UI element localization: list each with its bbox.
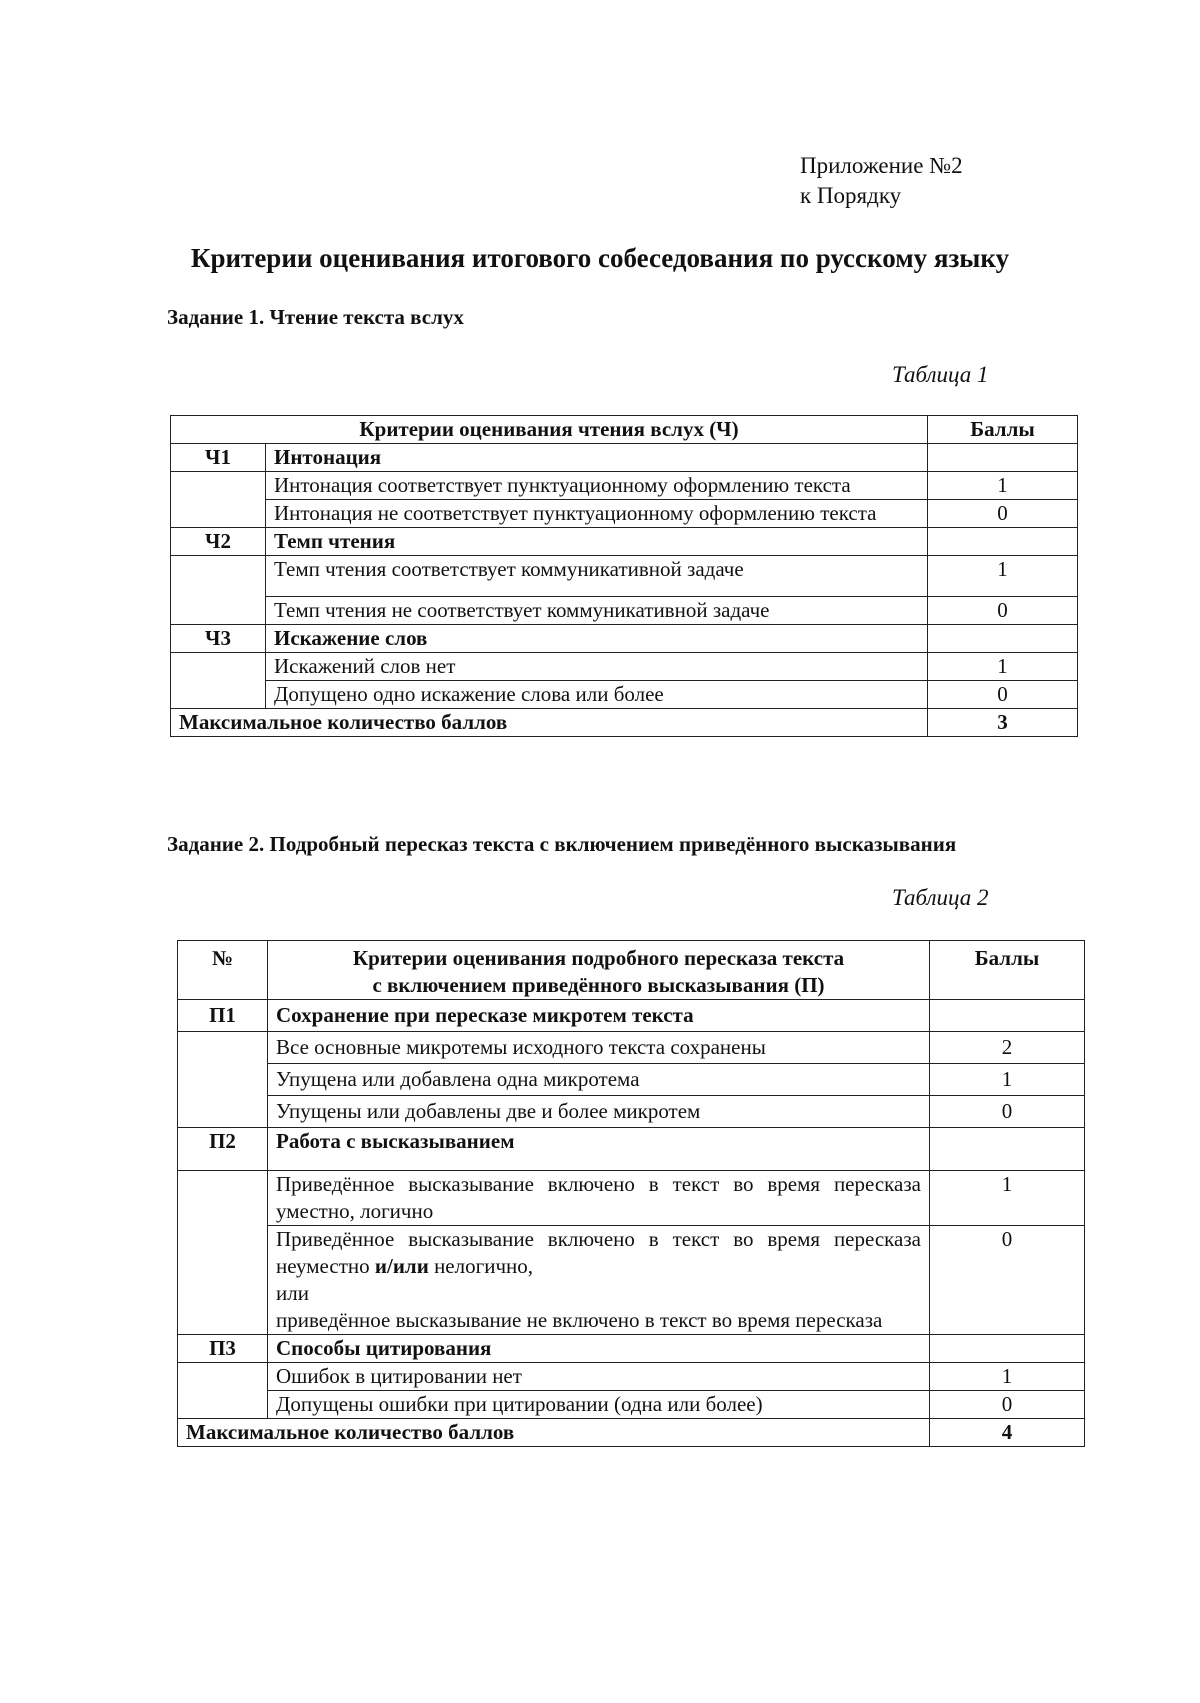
criterion-points: 2 <box>930 1032 1085 1064</box>
criterion-text: Ошибок в цитировании нет <box>268 1363 930 1391</box>
table-row <box>171 597 1078 625</box>
table1 <box>170 415 1078 737</box>
criterion-text: Все основные микротемы исходного текста сохранены <box>268 1032 930 1064</box>
table2-header-criteria <box>268 941 930 1000</box>
criterion-code: Ч2 <box>171 528 266 556</box>
criterion-text: Упущена или добавлена одна микротема <box>268 1064 930 1096</box>
criterion-points-empty <box>928 625 1078 653</box>
document-title: Критерии оценивания итогового собеседования по русскому языку <box>190 243 1010 273</box>
task2-number: Задание 2 <box>167 832 259 856</box>
max-points-label: Максимальное количество баллов <box>178 1419 930 1447</box>
criterion-points: 0 <box>928 500 1078 528</box>
criterion-text: Допущены ошибки при цитировании (одна или более) <box>268 1391 930 1419</box>
criterion-points-empty <box>928 444 1078 472</box>
criterion-text-emphasis: и/или <box>374 1254 429 1278</box>
criterion-code: Ч3 <box>171 625 266 653</box>
criterion-text: Темп чтения соответствует коммуникативной задаче <box>266 556 928 597</box>
criterion-code: П3 <box>178 1335 268 1363</box>
criterion-text: Приведённое высказывание включено в текст во время пересказа уместно, логично <box>268 1171 930 1226</box>
code-spacer <box>178 1363 268 1419</box>
table-row <box>171 500 1078 528</box>
table1-group-row <box>171 528 1078 556</box>
criterion-text: Упущены или добавлены две и более микротем <box>268 1096 930 1128</box>
criterion-points-empty <box>930 1335 1085 1363</box>
criterion-text-composite <box>268 1226 930 1335</box>
criterion-code: П1 <box>178 1000 268 1032</box>
criterion-text-part-d: приведённое высказывание не включено в текст во время пересказа <box>276 1308 883 1332</box>
criterion-name: Искажение слов <box>266 625 928 653</box>
criterion-text: Допущено одно искажение слова или более <box>266 681 928 709</box>
code-spacer <box>171 472 266 528</box>
task1-title: . Чтение текста вслух <box>258 305 464 329</box>
max-points-label: Максимальное количество баллов <box>171 709 928 737</box>
table1-group-row <box>171 444 1078 472</box>
appendix-number: Приложение №2 <box>800 153 963 178</box>
table-row <box>171 472 1078 500</box>
criterion-name: Темп чтения <box>266 528 928 556</box>
appendix-reference: к Порядку <box>800 183 902 208</box>
table-row <box>171 681 1078 709</box>
criterion-points: 0 <box>930 1096 1085 1128</box>
code-spacer <box>178 1171 268 1335</box>
criterion-text-part-a: Приведённое высказывание включено в текст во время пересказа неуместно <box>276 1227 921 1278</box>
criterion-points: 1 <box>928 556 1078 597</box>
criterion-name: Работа с высказыванием <box>268 1128 930 1171</box>
criterion-points: 0 <box>928 597 1078 625</box>
criterion-text-part-b: нелогично, <box>428 1254 534 1278</box>
criterion-text-part-c: или <box>276 1281 309 1305</box>
table1-header-points: Баллы <box>928 416 1078 444</box>
table-row <box>178 1096 1085 1128</box>
criterion-points: 1 <box>928 653 1078 681</box>
code-spacer <box>171 653 266 709</box>
criterion-text: Темп чтения не соответствует коммуникативной задаче <box>266 597 928 625</box>
table1-group-row <box>171 625 1078 653</box>
table-row <box>171 653 1078 681</box>
table2-label: Таблица 2 <box>892 885 989 910</box>
criterion-points-empty <box>928 528 1078 556</box>
table-row <box>178 1226 1085 1335</box>
table2-header-criteria-line2: с включением приведённого высказывания (П) <box>372 973 825 997</box>
criterion-text: Искажений слов нет <box>266 653 928 681</box>
table-row <box>171 556 1078 597</box>
appendix-note <box>800 151 963 211</box>
criterion-points: 1 <box>930 1363 1085 1391</box>
table-row <box>178 1363 1085 1391</box>
criterion-text: Интонация соответствует пунктуационному оформлению текста <box>266 472 928 500</box>
criterion-name: Способы цитирования <box>268 1335 930 1363</box>
table2-header-points: Баллы <box>930 941 1085 1000</box>
max-points-value: 4 <box>930 1419 1085 1447</box>
task1-heading <box>167 305 464 330</box>
table2 <box>177 940 1085 1447</box>
table2-group-row <box>178 1335 1085 1363</box>
task1-number: Задание 1 <box>167 305 259 329</box>
table1-header <box>171 416 1078 444</box>
criterion-points: 1 <box>928 472 1078 500</box>
table1-label: Таблица 1 <box>892 362 989 387</box>
table2-group-row <box>178 1000 1085 1032</box>
criterion-name: Интонация <box>266 444 928 472</box>
criterion-points-empty <box>930 1128 1085 1171</box>
code-spacer <box>171 556 266 625</box>
criterion-text: Интонация не соответствует пунктуационному оформлению текста <box>266 500 928 528</box>
task2-heading <box>167 832 956 857</box>
criterion-code: Ч1 <box>171 444 266 472</box>
criterion-points: 0 <box>930 1226 1085 1335</box>
criterion-points: 1 <box>930 1171 1085 1226</box>
criterion-points-empty <box>930 1000 1085 1032</box>
table-row <box>178 1032 1085 1064</box>
task2-title: . Подробный пересказ текста с включением приведённого высказывания <box>258 832 957 856</box>
max-points-value: 3 <box>928 709 1078 737</box>
table2-group-row <box>178 1128 1085 1171</box>
criterion-points: 0 <box>928 681 1078 709</box>
table1-header-criteria: Критерии оценивания чтения вслух (Ч) <box>171 416 928 444</box>
criterion-name: Сохранение при пересказе микротем текста <box>268 1000 930 1032</box>
table-row <box>178 1064 1085 1096</box>
table1-total-row <box>171 709 1078 737</box>
table-row <box>178 1171 1085 1226</box>
criterion-points: 1 <box>930 1064 1085 1096</box>
criterion-points: 0 <box>930 1391 1085 1419</box>
table-row <box>178 1391 1085 1419</box>
table2-total-row <box>178 1419 1085 1447</box>
criterion-code: П2 <box>178 1128 268 1171</box>
code-spacer <box>178 1032 268 1128</box>
table2-header-number: № <box>178 941 268 1000</box>
table2-header-criteria-line1: Критерии оценивания подробного пересказа текста <box>352 946 845 970</box>
table2-header <box>178 941 1085 1000</box>
